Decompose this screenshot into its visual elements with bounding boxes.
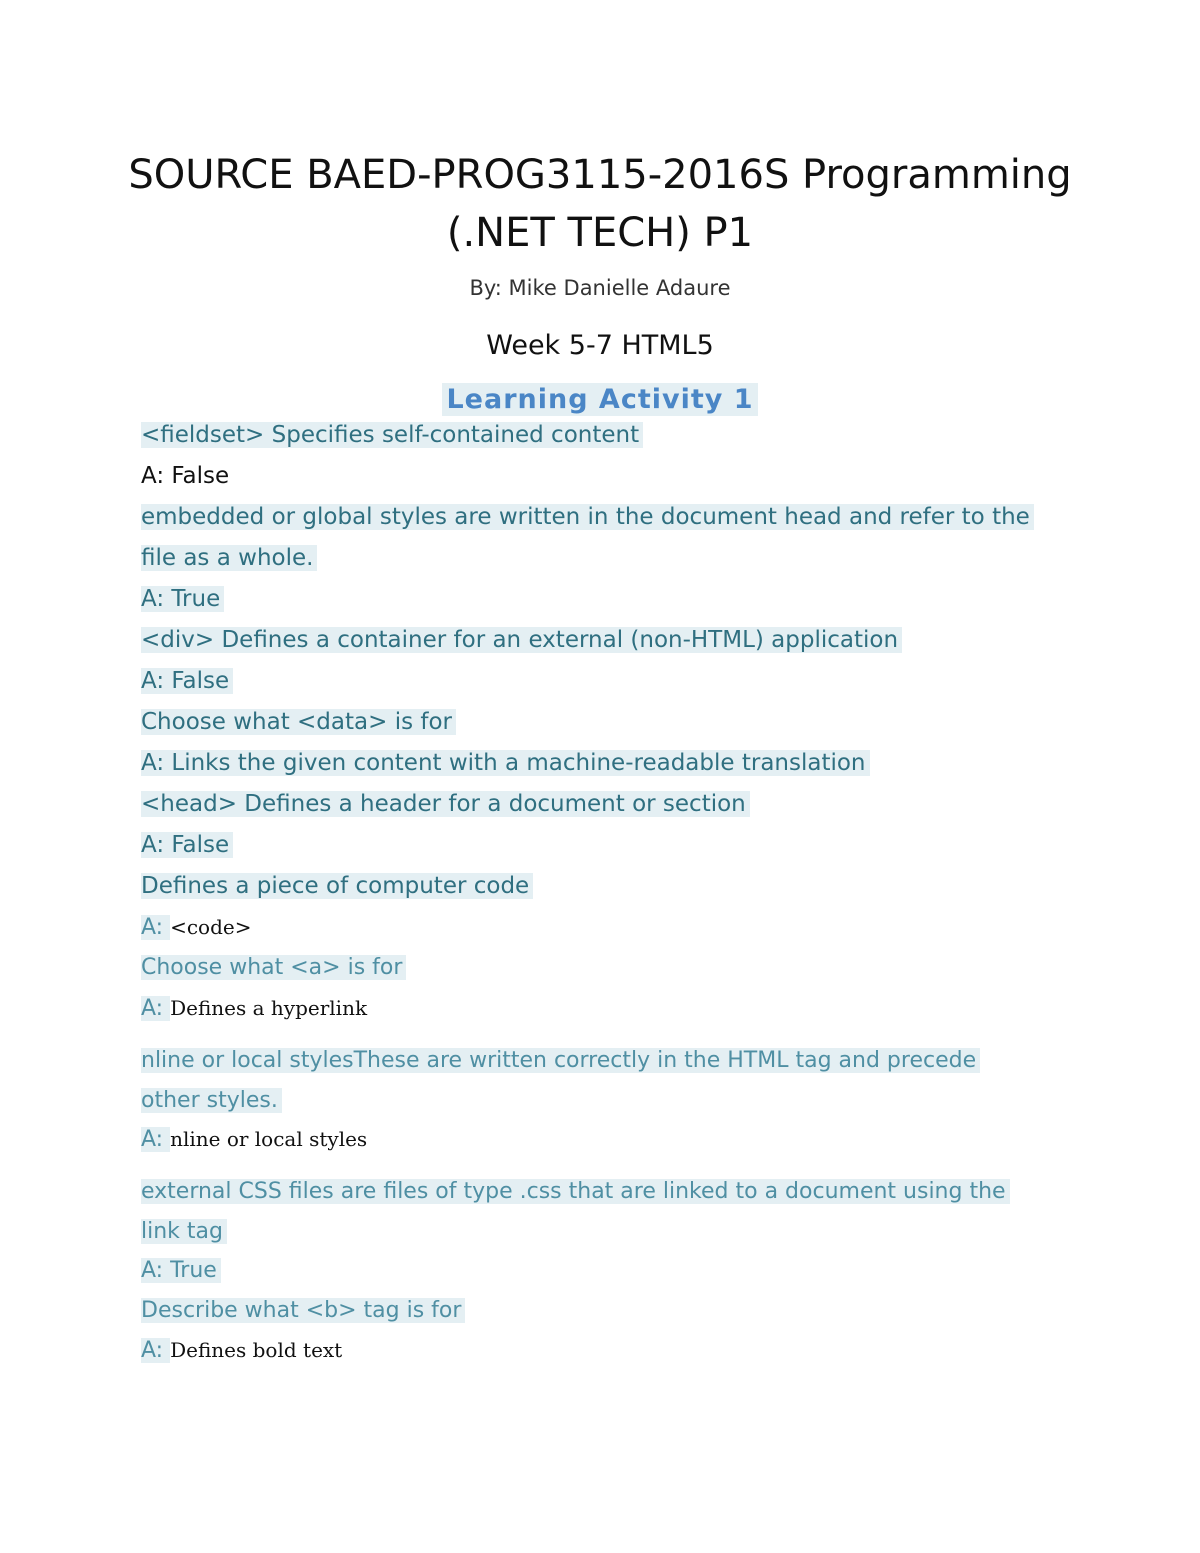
question-7-text: Choose what <a> is for	[141, 955, 406, 980]
week-heading: Week 5-7 HTML5	[486, 330, 714, 361]
question-7	[141, 951, 406, 984]
question-8-text-1: nline or local stylesThese are written correctly in the HTML tag and precede	[141, 1048, 980, 1073]
question-5-text: <head> Defines a header for a document or section	[141, 791, 750, 817]
answer-3-text: A: False	[141, 668, 233, 694]
answer-10-value: Defines bold text	[170, 1338, 343, 1362]
answer-5	[141, 829, 233, 861]
answer-8	[141, 1123, 367, 1156]
answer-5-text: A: False	[141, 832, 233, 858]
question-4-text: Choose what <data> is for	[141, 709, 456, 735]
title-line-1: SOURCE BAED-PROG3115-2016S Programming	[128, 152, 1072, 198]
question-1	[141, 419, 643, 451]
answer-9	[141, 1254, 221, 1287]
answer-10-prefix: A:	[141, 1338, 171, 1363]
answer-4	[141, 747, 870, 779]
answer-2-text: A: True	[141, 586, 224, 612]
question-2-text-1: embedded or global styles are written in the document head and refer to the	[141, 504, 1034, 530]
question-2-text-2: file as a whole.	[141, 545, 317, 571]
question-5	[141, 788, 750, 820]
question-3-text: <div> Defines a container for an external (non-HTML) application	[141, 627, 902, 653]
answer-7-value: Defines a hyperlink	[170, 996, 368, 1020]
answer-4-text: A: Links the given content with a machine-readable translation	[141, 750, 870, 776]
answer-6-prefix: A:	[141, 915, 171, 940]
answer-8-value: nline or local styles	[170, 1127, 368, 1151]
question-9-text-1: external CSS files are files of type .css that are linked to a document using the	[141, 1179, 1010, 1204]
question-9-line-1	[141, 1175, 1010, 1208]
question-6	[141, 870, 533, 902]
question-8-line-1	[141, 1044, 980, 1077]
answer-7-prefix: A:	[141, 996, 171, 1021]
document-title	[100, 146, 1100, 262]
author-byline: By: Mike Danielle Adaure	[469, 276, 731, 300]
answer-3	[141, 665, 233, 697]
activity-heading-wrap	[0, 383, 1200, 416]
question-10-text: Describe what <b> tag is for	[141, 1298, 465, 1323]
activity-heading: Learning Activity 1	[442, 383, 757, 416]
answer-8-prefix: A:	[141, 1127, 171, 1152]
question-8-line-2	[141, 1084, 282, 1117]
answer-9-text: A: True	[141, 1258, 221, 1283]
question-2-line-1	[141, 501, 1034, 533]
question-9-text-2: link tag	[141, 1219, 227, 1244]
answer-6	[141, 911, 251, 944]
question-2-line-2	[141, 542, 317, 574]
question-8-text-2: other styles.	[141, 1088, 282, 1113]
title-line-2: (.NET TECH) P1	[446, 210, 754, 256]
question-10	[141, 1294, 465, 1327]
answer-10	[141, 1334, 342, 1367]
answer-7	[141, 992, 367, 1025]
answer-1: A: False	[141, 463, 230, 489]
question-4	[141, 706, 456, 738]
question-6-text: Defines a piece of computer code	[141, 873, 533, 899]
question-1-text: <fieldset> Specifies self-contained content	[141, 422, 643, 448]
answer-2	[141, 583, 224, 615]
question-3	[141, 624, 902, 656]
answer-6-value: <code>	[170, 915, 252, 939]
question-9-line-2	[141, 1215, 227, 1248]
